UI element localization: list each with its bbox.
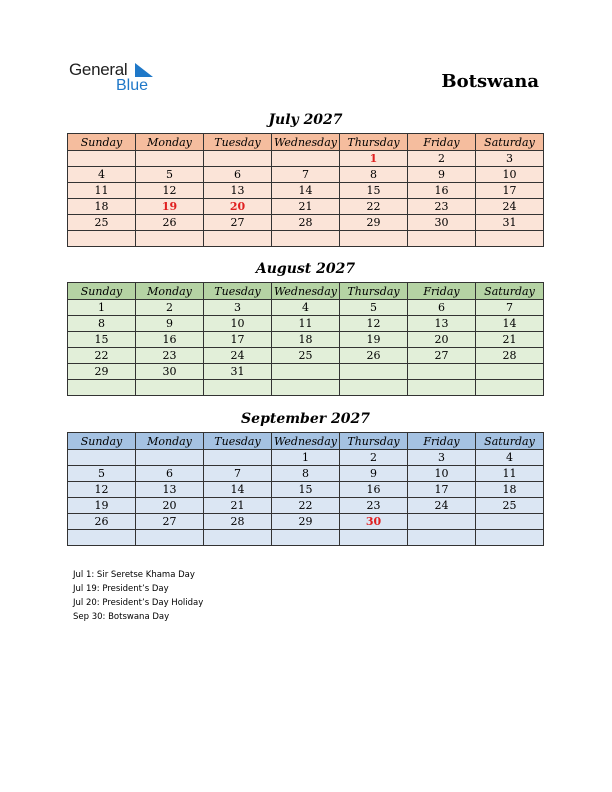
day-cell xyxy=(68,530,136,546)
day-cell: 25 xyxy=(272,348,340,364)
day-cell xyxy=(68,151,136,167)
holiday-item: Sep 30: Botswana Day xyxy=(73,612,170,622)
day-cell: 9 xyxy=(340,466,408,482)
day-cell: 17 xyxy=(476,183,544,199)
day-cell: 3 xyxy=(476,151,544,167)
day-cell xyxy=(204,380,272,396)
day-cell xyxy=(476,514,544,530)
day-cell xyxy=(476,231,544,247)
day-cell: 1 xyxy=(272,450,340,466)
weekday-header: Sunday xyxy=(68,134,136,151)
day-cell: 16 xyxy=(136,332,204,348)
day-cell: 28 xyxy=(476,348,544,364)
calendar-september xyxy=(67,432,544,546)
weekday-header: Monday xyxy=(136,283,204,300)
weekday-header: Friday xyxy=(408,134,476,151)
day-cell: 19 xyxy=(68,498,136,514)
day-cell: 12 xyxy=(340,316,408,332)
logo-blue-text: Blue xyxy=(116,77,149,94)
week-row xyxy=(68,167,544,183)
day-cell: 1 xyxy=(340,151,408,167)
week-row xyxy=(68,498,544,514)
day-cell xyxy=(204,151,272,167)
day-cell: 20 xyxy=(204,199,272,215)
day-cell: 3 xyxy=(204,300,272,316)
weekday-header: Friday xyxy=(408,283,476,300)
day-cell xyxy=(340,231,408,247)
day-cell: 31 xyxy=(476,215,544,231)
day-cell xyxy=(408,231,476,247)
day-cell: 28 xyxy=(204,514,272,530)
day-cell: 18 xyxy=(68,199,136,215)
calendar-july xyxy=(67,133,544,247)
day-cell: 12 xyxy=(68,482,136,498)
week-row xyxy=(68,514,544,530)
weekday-header: Wednesday xyxy=(272,134,340,151)
day-cell xyxy=(340,364,408,380)
day-cell: 29 xyxy=(272,514,340,530)
day-cell: 26 xyxy=(340,348,408,364)
holiday-item: Jul 19: President’s Day xyxy=(73,584,169,594)
week-row xyxy=(68,348,544,364)
week-row xyxy=(68,316,544,332)
day-cell xyxy=(272,151,340,167)
day-cell: 2 xyxy=(340,450,408,466)
day-cell: 11 xyxy=(476,466,544,482)
day-cell: 13 xyxy=(408,316,476,332)
day-cell xyxy=(272,380,340,396)
day-cell: 6 xyxy=(408,300,476,316)
day-cell xyxy=(136,380,204,396)
day-cell: 8 xyxy=(340,167,408,183)
weekday-header-row xyxy=(68,433,544,450)
weekday-header: Tuesday xyxy=(204,283,272,300)
day-cell: 22 xyxy=(272,498,340,514)
week-row xyxy=(68,530,544,546)
day-cell xyxy=(136,151,204,167)
week-row xyxy=(68,215,544,231)
day-cell: 17 xyxy=(408,482,476,498)
day-cell xyxy=(272,364,340,380)
day-cell: 14 xyxy=(272,183,340,199)
weekday-header-row xyxy=(68,134,544,151)
day-cell: 10 xyxy=(204,316,272,332)
day-cell xyxy=(408,380,476,396)
week-row xyxy=(68,332,544,348)
day-cell: 30 xyxy=(408,215,476,231)
weekday-header: Thursday xyxy=(340,283,408,300)
day-cell xyxy=(204,530,272,546)
day-cell: 18 xyxy=(476,482,544,498)
week-row xyxy=(68,364,544,380)
day-cell: 30 xyxy=(136,364,204,380)
day-cell: 17 xyxy=(204,332,272,348)
day-cell xyxy=(68,380,136,396)
day-cell: 9 xyxy=(408,167,476,183)
day-cell xyxy=(476,380,544,396)
logo xyxy=(69,60,159,96)
day-cell: 21 xyxy=(272,199,340,215)
day-cell xyxy=(476,364,544,380)
weekday-header: Sunday xyxy=(68,433,136,450)
day-cell: 23 xyxy=(340,498,408,514)
day-cell: 25 xyxy=(476,498,544,514)
day-cell: 19 xyxy=(340,332,408,348)
day-cell: 23 xyxy=(408,199,476,215)
day-cell: 13 xyxy=(136,482,204,498)
day-cell: 8 xyxy=(68,316,136,332)
day-cell: 20 xyxy=(136,498,204,514)
day-cell: 14 xyxy=(204,482,272,498)
calendar-august xyxy=(67,282,544,396)
day-cell: 16 xyxy=(408,183,476,199)
weekday-header: Monday xyxy=(136,134,204,151)
month-title-july: July 2027 xyxy=(268,112,343,128)
day-cell: 21 xyxy=(476,332,544,348)
holiday-item: Jul 20: President’s Day Holiday xyxy=(73,598,204,608)
day-cell xyxy=(204,231,272,247)
day-cell: 27 xyxy=(408,348,476,364)
day-cell: 19 xyxy=(136,199,204,215)
day-cell: 5 xyxy=(136,167,204,183)
day-cell: 4 xyxy=(476,450,544,466)
day-cell: 10 xyxy=(408,466,476,482)
day-cell: 8 xyxy=(272,466,340,482)
day-cell: 29 xyxy=(340,215,408,231)
week-row xyxy=(68,450,544,466)
weekday-header: Saturday xyxy=(476,283,544,300)
day-cell xyxy=(272,231,340,247)
day-cell: 7 xyxy=(204,466,272,482)
day-cell: 15 xyxy=(340,183,408,199)
day-cell xyxy=(476,530,544,546)
day-cell xyxy=(136,450,204,466)
week-row xyxy=(68,482,544,498)
weekday-header: Tuesday xyxy=(204,433,272,450)
day-cell xyxy=(408,514,476,530)
day-cell: 21 xyxy=(204,498,272,514)
day-cell xyxy=(408,364,476,380)
day-cell: 31 xyxy=(204,364,272,380)
weekday-header-row xyxy=(68,283,544,300)
day-cell: 26 xyxy=(68,514,136,530)
day-cell: 11 xyxy=(272,316,340,332)
holiday-item: Jul 1: Sir Seretse Khama Day xyxy=(73,570,195,580)
day-cell: 7 xyxy=(272,167,340,183)
day-cell: 15 xyxy=(68,332,136,348)
day-cell: 29 xyxy=(68,364,136,380)
day-cell: 4 xyxy=(272,300,340,316)
day-cell: 16 xyxy=(340,482,408,498)
day-cell xyxy=(340,530,408,546)
day-cell xyxy=(204,450,272,466)
day-cell: 6 xyxy=(204,167,272,183)
holiday-list xyxy=(73,568,203,624)
day-cell: 27 xyxy=(204,215,272,231)
day-cell: 1 xyxy=(68,300,136,316)
weekday-header: Monday xyxy=(136,433,204,450)
day-cell: 27 xyxy=(136,514,204,530)
day-cell: 5 xyxy=(68,466,136,482)
day-cell: 2 xyxy=(136,300,204,316)
day-cell: 24 xyxy=(408,498,476,514)
week-row xyxy=(68,183,544,199)
day-cell: 10 xyxy=(476,167,544,183)
logo-triangle-icon xyxy=(135,63,153,77)
week-row xyxy=(68,380,544,396)
day-cell: 23 xyxy=(136,348,204,364)
day-cell xyxy=(68,450,136,466)
country-title: Botswana xyxy=(441,71,539,92)
day-cell: 5 xyxy=(340,300,408,316)
day-cell: 3 xyxy=(408,450,476,466)
day-cell: 24 xyxy=(476,199,544,215)
day-cell: 24 xyxy=(204,348,272,364)
day-cell: 14 xyxy=(476,316,544,332)
weekday-header: Thursday xyxy=(340,134,408,151)
week-row xyxy=(68,231,544,247)
weekday-header: Sunday xyxy=(68,283,136,300)
day-cell: 2 xyxy=(408,151,476,167)
day-cell: 12 xyxy=(136,183,204,199)
weekday-header: Tuesday xyxy=(204,134,272,151)
day-cell xyxy=(136,231,204,247)
day-cell: 4 xyxy=(68,167,136,183)
day-cell: 13 xyxy=(204,183,272,199)
day-cell: 7 xyxy=(476,300,544,316)
logo-general-text: General xyxy=(69,60,128,79)
day-cell: 11 xyxy=(68,183,136,199)
day-cell: 30 xyxy=(340,514,408,530)
day-cell: 25 xyxy=(68,215,136,231)
weekday-header: Friday xyxy=(408,433,476,450)
day-cell: 18 xyxy=(272,332,340,348)
day-cell: 15 xyxy=(272,482,340,498)
weekday-header: Wednesday xyxy=(272,283,340,300)
weekday-header: Wednesday xyxy=(272,433,340,450)
day-cell: 26 xyxy=(136,215,204,231)
month-title-august: August 2027 xyxy=(255,261,356,277)
week-row xyxy=(68,199,544,215)
day-cell: 20 xyxy=(408,332,476,348)
day-cell xyxy=(340,380,408,396)
weekday-header: Saturday xyxy=(476,433,544,450)
week-row xyxy=(68,300,544,316)
day-cell xyxy=(68,231,136,247)
weekday-header: Saturday xyxy=(476,134,544,151)
month-title-september: September 2027 xyxy=(241,411,370,427)
day-cell: 22 xyxy=(340,199,408,215)
day-cell xyxy=(408,530,476,546)
day-cell xyxy=(136,530,204,546)
week-row xyxy=(68,466,544,482)
day-cell: 9 xyxy=(136,316,204,332)
day-cell: 6 xyxy=(136,466,204,482)
weekday-header: Thursday xyxy=(340,433,408,450)
day-cell: 22 xyxy=(68,348,136,364)
week-row xyxy=(68,151,544,167)
day-cell xyxy=(272,530,340,546)
day-cell: 28 xyxy=(272,215,340,231)
